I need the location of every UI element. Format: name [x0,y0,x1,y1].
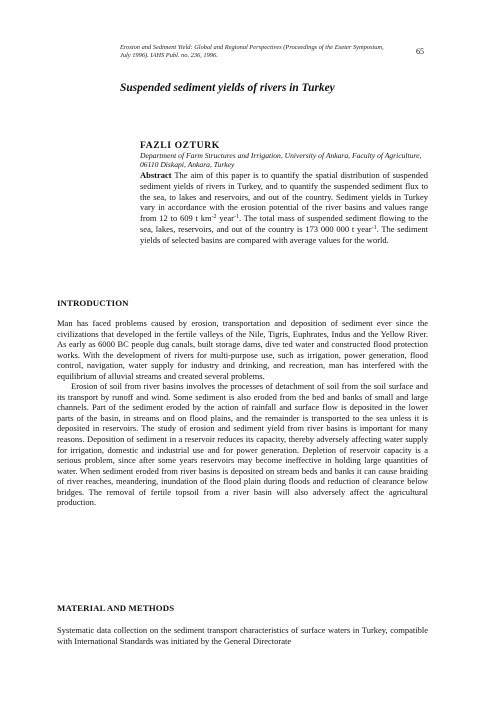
abstract-label: Abstract [140,170,172,180]
running-header-line-2: July 1996). IAHS Publ. no. 236, 1996. [120,52,218,59]
methods-body [57,625,428,646]
page-number: 65 [416,47,424,56]
intro-paragraph-1: Man has faced problems caused by erosion, transportation and deposition of sediment ever since the civilizations that developed in the fertile valleys of the Nile, Tigris, Euphrates, Indus and the Yellow River. As early as 6000 BC people dug canals, built storage dams, dive ted water and constructed flood protection works. With the development of rivers for multi-purpose use, such as irrigation, power generation, flood control, navigation, water supply for industry and drinking, and recreation, man has interfered with the equilibrium of alluvial streams and created several problems. [57,318,428,381]
running-header-line-1: Erosion and Sediment Yield: Global and Regional Perspectives (Proceedings of the Exeter Symposium, [120,44,384,51]
running-header [120,44,420,60]
author-name: FAZLI OZTURK [140,140,220,151]
paper-title: Suspended sediment yields of rivers in Turkey [120,82,335,94]
abstract-text-c: . The total mass of suspended sediment flowing to the sea, lakes, reservoirs, and out of the country is 173 000 000 t year [140,213,428,234]
abstract [140,170,428,246]
abstract-text-a: The aim of this paper is to quantify the spatial distribution of suspended sediment yields of rivers in Turkey, and to quantify the suspended sediment flux to the sea, to lakes and reservoirs, and out of the country. Sediment yields in Turkey vary in accordance with the erosion potential of the river basins and values range from 12 to 609 t km [140,170,428,224]
methods-paragraph-1: Systematic data collection on the sediment transport characteristics of surface waters in Turkey, compatible with International Standards was initiated by the General Directorate [57,625,428,646]
section-heading-material-methods: MATERIAL AND METHODS [57,603,175,613]
intro-paragraph-2: Erosion of soil from river basins involves the processes of detachment of soil from the soil surface and its transport by runoff and wind. Some sediment is also eroded from the bed and banks of small and large channels. Part of the sediment eroded by the action of rainfall and surface flow is deposited in the lower parts of the basin, in streams and on flood plains, and the remainder is transported to the sea unless it is deposited in reservoirs. The study of erosion and sediment yield from river basins is important for many reasons. Deposition of sediment in a reservoir reduces its capacity, thereby adversely affecting water supply for irrigation, domestic and industrial use and for power generation. Depletion of reservoir capacity is a serious problem, since after some years reservoirs may become ineffective in holding large quantities of water. When sediment eroded from river basins is deposited on stream beds and banks it can cause braiding of river reaches, meandering, inundation of the flood plain during floods and reduction of clearance below bridges. The removal of fertile topsoil from a river basin will also adversely affect the agricultural production. [57,381,428,508]
abstract-sup-2: -1 [233,214,239,221]
introduction-body [57,318,428,508]
abstract-sup-1: -2 [211,214,217,221]
section-heading-introduction: INTRODUCTION [57,298,129,308]
abstract-sup-3: -1 [371,224,377,231]
abstract-text-b: year [216,213,234,224]
abstract-text-d: . The sediment yields of selected basins are compared with average values for the world. [140,223,428,245]
author-affiliation: Department of Farm Structures and Irrigation, University of Ankara, Faculty of Agriculture, 06110 Diskapi, Ankara, Turkey [140,151,422,169]
